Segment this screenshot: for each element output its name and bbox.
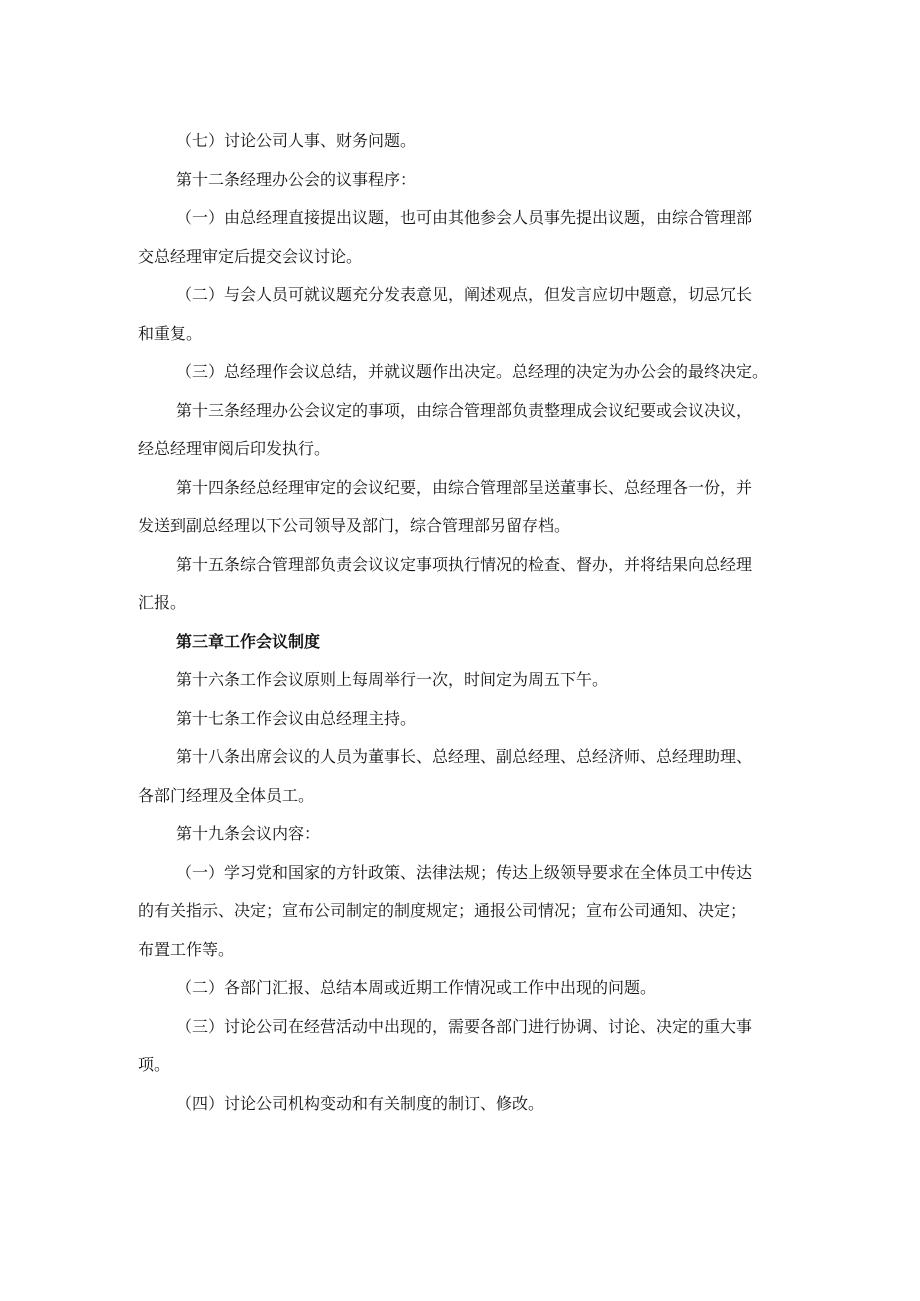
text-line: 各部门经理及全体员工。: [138, 785, 315, 805]
text-line: 的有关指示、决定；宣布公司制定的制度规定；通报公司情况；宣布公司通知、决定；: [138, 901, 747, 920]
text-line: 布置工作等。: [138, 939, 235, 959]
text-line: 交总经理审定后提交会议讨论。: [138, 246, 363, 266]
text-line: （一）由总经理直接提出议题，也可由其他参会人员事先提出议题，由综合管理部: [176, 208, 753, 227]
text-line: （三）讨论公司在经营活动中出现的，需要各部门进行协调、讨论、决定的重大事: [176, 1016, 753, 1036]
text-line: 第十六条工作会议原则上每周举行一次，时间定为周五下午。: [176, 670, 609, 689]
text-line: （三）总经理作会议总结，并就议题作出决定。总经理的决定为办公会的最终决定。: [176, 362, 769, 381]
text-line: （二）与会人员可就议题充分发表意见，阐述观点，但发言应切中题意，切忌冗长: [176, 285, 753, 304]
text-line: （四）讨论公司机构变动和有关制度的制订、修改。: [176, 1093, 545, 1113]
text-line: 第十四条经总经理审定的会议纪要，由综合管理部呈送董事长、总经理各一份，并: [176, 477, 753, 497]
text-line: 第十七条工作会议由总经理主持。: [176, 708, 417, 728]
text-line: 发送到副总经理以下公司领导及部门，综合管理部另留存档。: [138, 516, 571, 535]
text-line: 和重复。: [138, 323, 203, 343]
text-line: 第十二条经理办公会的议事程序：: [176, 169, 417, 189]
text-line: 项。: [138, 1055, 171, 1074]
text-line: 汇报。: [138, 593, 187, 612]
text-line: 第十三条经理办公会议定的事项，由综合管理部负责整理成会议纪要或会议决议，: [176, 400, 753, 420]
text-line: 第十九条会议内容：: [176, 824, 321, 843]
text-line: 第十八条出席会议的人员为董事长、总经理、副总经理、总经济师、总经理助理、: [176, 747, 753, 766]
text-line: （七）讨论公司人事、财务问题。: [176, 131, 417, 150]
chapter-heading: 第三章工作会议制度: [176, 631, 321, 651]
text-line: （二）各部门汇报、总结本周或近期工作情况或工作中出现的问题。: [176, 978, 657, 997]
document-body: [138, 122, 790, 1123]
text-line: 经总经理审阅后印发执行。: [138, 439, 331, 458]
text-line: （一）学习党和国家的方针政策、法律法规；传达上级领导要求在全体员工中传达: [176, 862, 753, 882]
text-line: 第十五条综合管理部负责会议议定事项执行情况的检查、督办，并将结果向总经理: [176, 554, 753, 574]
